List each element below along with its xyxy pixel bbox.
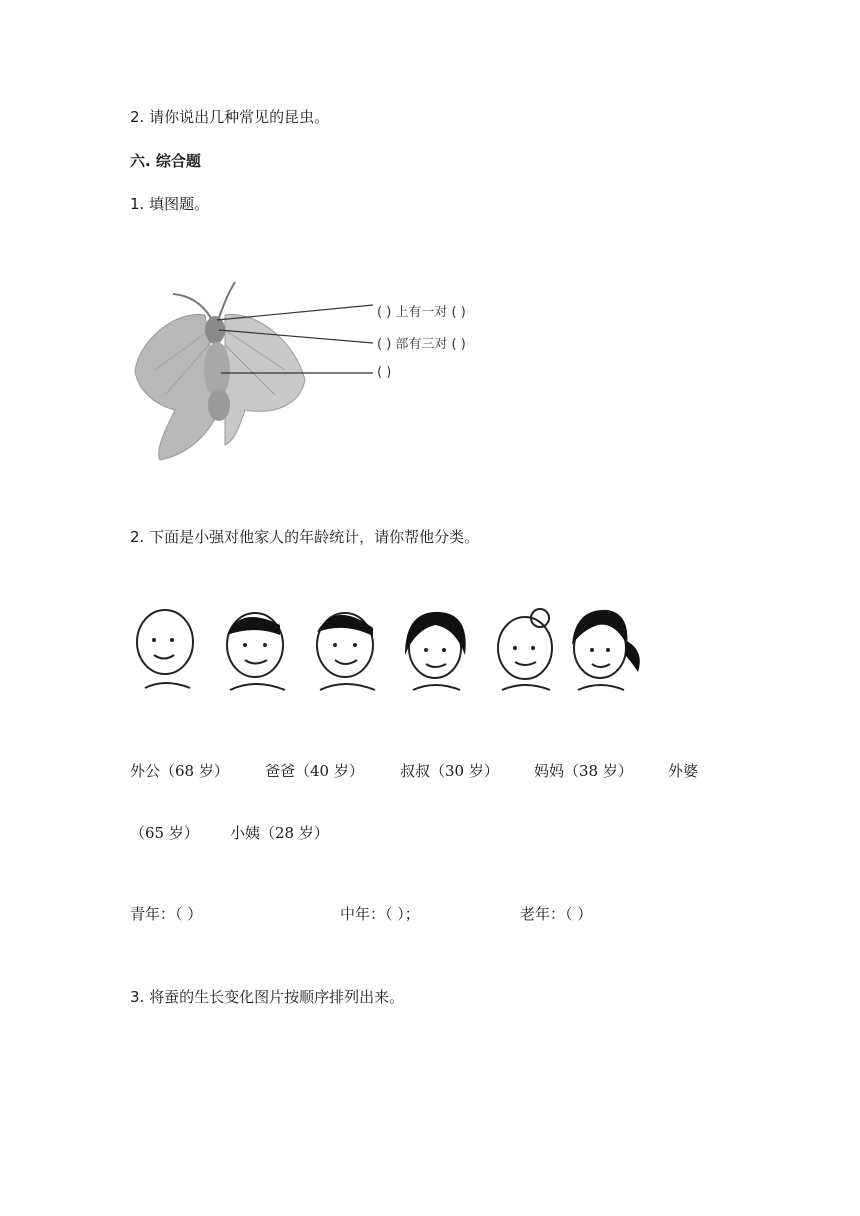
member-grandpa: 外公（68 岁）	[130, 762, 229, 780]
category-youth: 青年：（ ）	[130, 905, 203, 923]
fill-label-head: ( ) 上有一对 ( )	[377, 305, 466, 320]
family-portraits	[130, 600, 650, 700]
portrait-grandma	[498, 609, 552, 690]
section-heading: 六. 综合题	[130, 152, 201, 170]
portrait-aunt	[572, 610, 640, 690]
member-grandma-age: （65 岁）	[130, 824, 199, 842]
fill-label-thorax: ( ) 部有三对 ( )	[377, 337, 466, 352]
member-dad: 爸爸（40 岁）	[265, 762, 364, 780]
member-aunt: 小姨（28 岁）	[230, 824, 329, 842]
member-mom: 妈妈（38 岁）	[534, 762, 633, 780]
portrait-mom	[405, 612, 466, 690]
member-grandma: 外婆	[668, 762, 699, 780]
member-uncle: 叔叔（30 岁）	[400, 762, 499, 780]
moth-illustration	[135, 282, 305, 460]
question-text: 2. 下面是小强对他家人的年龄统计，请你帮他分类。	[130, 528, 480, 546]
question-text: 1. 填图题。	[130, 195, 210, 213]
question-text: 2. 请你说出几种常见的昆虫。	[130, 108, 330, 126]
portrait-dad	[227, 613, 285, 690]
question-text: 3. 将蚕的生长变化图片按顺序排列出来。	[130, 988, 405, 1006]
portrait-grandpa	[137, 610, 193, 688]
category-middle: 中年：（ ）；	[340, 905, 420, 923]
moth-diagram	[125, 270, 595, 470]
fill-label-abdomen: ( )	[377, 365, 392, 380]
leader-line-head	[217, 305, 373, 320]
category-old: 老年：（ ）	[520, 905, 593, 923]
portrait-uncle	[317, 613, 375, 690]
